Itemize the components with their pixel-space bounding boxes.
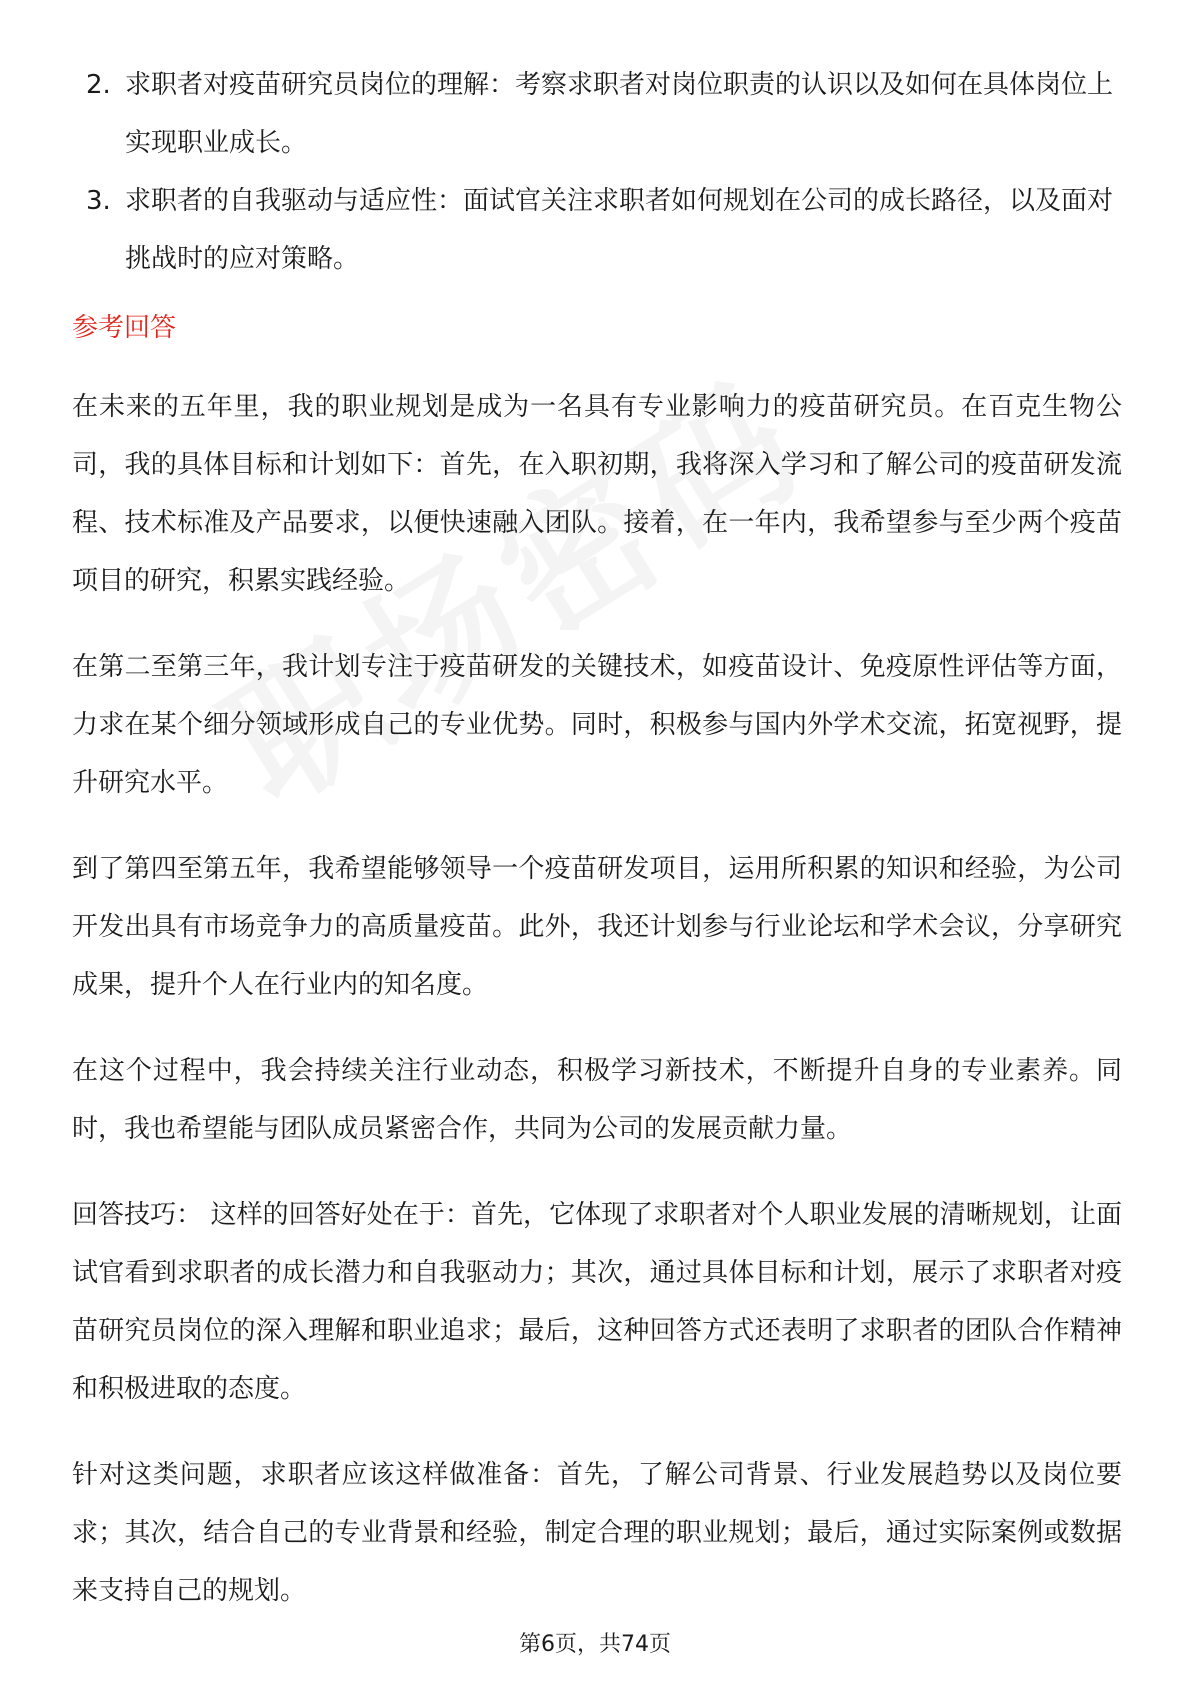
paragraph: 到了第四至第五年，我希望能够领导一个疫苗研发项目，运用所积累的知识和经验，为公司开发出具有市场竞争力的高质量疫苗。此外，我还计划参与行业论坛和学术会议，分享研究成果，提升个人在行业内的知名度。 [72,854,1122,1000]
paragraph: 回答技巧： 这样的回答好处在于：首先，它体现了求职者对个人职业发展的清晰规划，让面试官看到求职者的成长潜力和自我驱动力；其次，通过具体目标和计划，展示了求职者对疫苗研究员岗位的深入理解和职业追求；最后，这种回答方式还表明了求职者的团队合作精神和积极进取的态度。 [72,1200,1122,1404]
page-footer: 第6页，共74页 [519,1632,671,1657]
paragraph: 针对这类问题，求职者应该这样做准备：首先，了解公司背景、行业发展趋势以及岗位要求；其次，结合自己的专业背景和经验，制定合理的职业规划；最后，通过实际案例或数据来支持自己的规划。 [72,1460,1122,1606]
paragraph: 在未来的五年里，我的职业规划是成为一名具有专业影响力的疫苗研究员。在百克生物公司，我的具体目标和计划如下：首先，在入职初期，我将深入学习和了解公司的疫苗研发流程、技术标准及产品要求，以便快速融入团队。接着，在一年内，我希望参与至少两个疫苗项目的研究，积累实践经验。 [72,392,1122,596]
paragraph: 在这个过程中，我会持续关注行业动态，积极学习新技术，不断提升自身的专业素养。同时，我也希望能与团队成员紧密合作，共同为公司的发展贡献力量。 [72,1056,1122,1144]
list-number: 3. [86,186,111,216]
list-number: 2. [86,70,111,100]
paragraph: 在第二至第三年，我计划专注于疫苗研发的关键技术，如疫苗设计、免疫原性评估等方面，力求在某个细分领域形成自己的专业优势。同时，积极参与国内外学术交流，拓宽视野，提升研究水平。 [72,652,1122,798]
list-item-text: 求职者对疫苗研究员岗位的理解：考察求职者对岗位职责的认识以及如何在具体岗位上实现职业成长。 [125,70,1114,158]
page-content [72,56,1122,1648]
numbered-list [72,56,1122,288]
list-item-text: 求职者的自我驱动与适应性：面试官关注求职者如何规划在公司的成长路径，以及面对挑战时的应对策略。 [125,186,1114,274]
list-item [72,56,1122,172]
section-heading: 参考回答 [72,313,177,343]
list-item [72,172,1122,288]
